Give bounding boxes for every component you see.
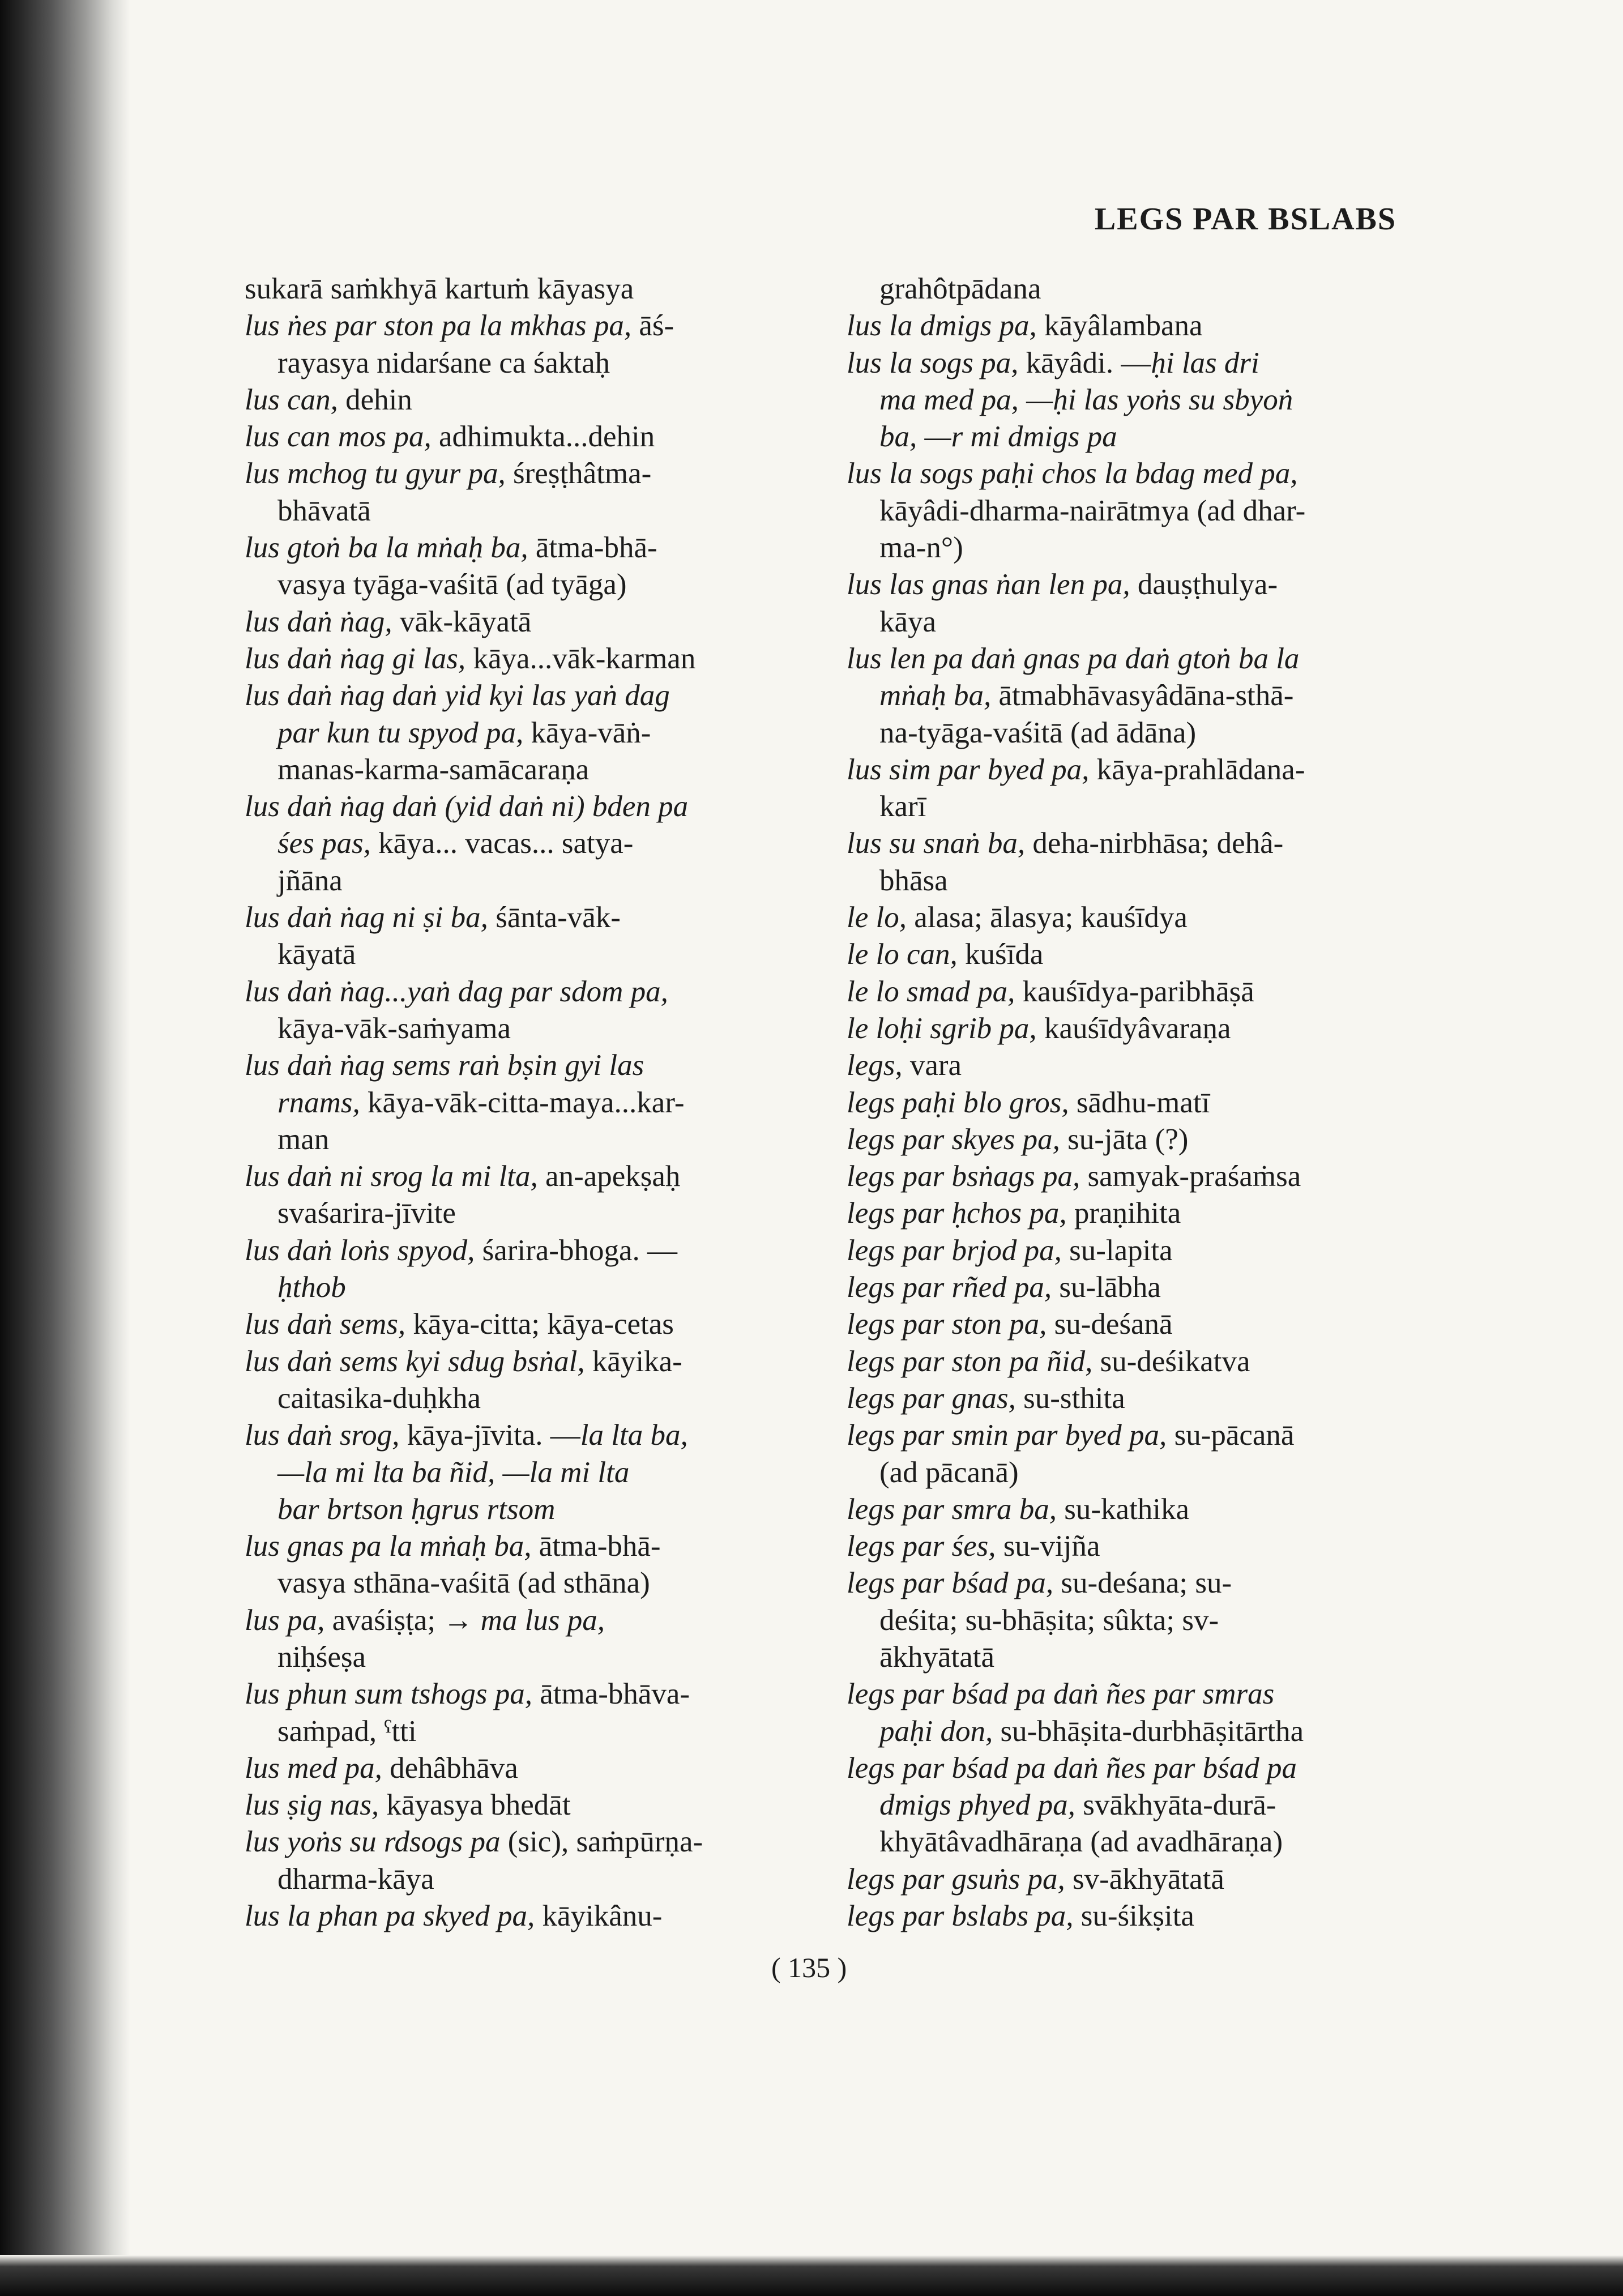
sanskrit-gloss: kāyâdi. — (1018, 346, 1151, 379)
entry-line (245, 936, 794, 973)
entry-line (245, 677, 794, 714)
tibetan-term: legs par śes, (847, 1530, 996, 1563)
tibetan-term: paḥi don, (879, 1714, 993, 1748)
tibetan-term: lus gtoṅ ba la mṅaḥ ba, (245, 531, 528, 565)
tibetan-term: lus su snaṅ ba, (847, 827, 1026, 860)
entry-line (245, 1085, 794, 1121)
entry-line (245, 382, 794, 419)
tibetan-term: lus can, (245, 383, 338, 416)
entry-line (245, 1047, 794, 1084)
entry-line (245, 1232, 794, 1269)
sanskrit-gloss: bhāvatā (277, 494, 371, 527)
entry-line (847, 1306, 1413, 1343)
tibetan-term: legs par bsṅags pa, (847, 1160, 1080, 1193)
dictionary-entry (847, 1047, 1413, 1084)
tibetan-term: lus la sogs pa, (847, 346, 1019, 379)
entry-line (245, 1676, 794, 1713)
entry-line (847, 1085, 1413, 1121)
dictionary-entry (847, 974, 1413, 1010)
sanskrit-gloss: ātma-bhā- (531, 1530, 661, 1563)
entry-line (245, 1195, 794, 1232)
tibetan-term: lus gnas pa la mṅaḥ ba, (245, 1530, 532, 1563)
dictionary-entry (245, 677, 794, 788)
sanskrit-gloss: manas-karma-samācaraṇa (277, 753, 590, 786)
tibetan-term: śes pas, (277, 827, 371, 860)
tibetan-term: legs par bśad pa daṅ ñes par bśad pa (847, 1751, 1297, 1785)
tibetan-term: le lo smad pa, (847, 975, 1015, 1008)
dictionary-entry (847, 1898, 1413, 1935)
dictionary-entry (847, 566, 1413, 641)
sanskrit-gloss: kāyikânu- (535, 1900, 663, 1933)
entry-line (847, 566, 1413, 603)
sanskrit-gloss: su-śikṣita (1073, 1900, 1194, 1933)
right-column (847, 271, 1413, 1935)
dictionary-entry (847, 899, 1413, 936)
entry-line (245, 1417, 794, 1454)
dictionary-entry (245, 455, 794, 530)
tibetan-term: legs par bśad pa daṅ ñes par smras (847, 1678, 1275, 1711)
tibetan-term: dmigs phyed pa, (879, 1789, 1075, 1822)
entry-line (847, 382, 1413, 419)
sanskrit-gloss: vasya sthāna-vaśitā (ad sthāna) (277, 1567, 650, 1600)
sanskrit-gloss: vasya tyāga-vaśitā (ad tyāga) (277, 568, 627, 601)
entry-line (245, 974, 794, 1010)
entry-line (245, 1824, 794, 1860)
dictionary-entry (847, 455, 1413, 566)
entry-line (245, 752, 794, 788)
entry-line (847, 455, 1413, 492)
entry-line (245, 1861, 794, 1898)
dictionary-entry (245, 1232, 794, 1307)
tibetan-term: legs par brjod pa, (847, 1234, 1062, 1267)
tibetan-term: mṅaḥ ba, (879, 679, 992, 712)
tibetan-term: lus daṅ ṅag gi las, (245, 642, 466, 675)
sanskrit-gloss: kāya-citta; kāya-cetas (405, 1308, 674, 1341)
sanskrit-gloss: kāya-prahlādana- (1089, 753, 1305, 786)
entry-line (245, 271, 794, 308)
tibetan-term: legs par gsuṅs pa, (847, 1862, 1065, 1896)
entry-line (847, 530, 1413, 566)
entry-line (245, 1602, 794, 1639)
entry-line (847, 1454, 1413, 1491)
sanskrit-gloss: svaśarira-jīvite (277, 1197, 456, 1230)
entry-line (245, 788, 794, 825)
entry-line (847, 1232, 1413, 1269)
sanskrit-gloss: saṁpad, ˁtti (277, 1714, 417, 1748)
dictionary-entry (245, 271, 794, 308)
entry-line (847, 899, 1413, 936)
dictionary-entry (847, 1861, 1413, 1898)
entry-line (847, 1269, 1413, 1306)
sanskrit-gloss: karī (879, 790, 926, 823)
dictionary-entry (245, 1528, 794, 1602)
tibetan-term: lus la dmigs pa, (847, 309, 1037, 343)
tibetan-term: —la mi lta ba ñid, —la mi lta (277, 1456, 630, 1489)
sanskrit-gloss: kāya-vāṅ- (523, 716, 651, 749)
entry-line (245, 1306, 794, 1343)
sanskrit-gloss: grahôtpādana (879, 272, 1041, 305)
tibetan-term: lus la phan pa skyed pa, (245, 1900, 535, 1933)
tibetan-term: la lta ba, (580, 1419, 688, 1452)
entry-line (245, 1639, 794, 1676)
entry-line (847, 1528, 1413, 1565)
sanskrit-gloss: sv-ākhyātatā (1065, 1862, 1224, 1896)
entry-line (245, 1787, 794, 1824)
sanskrit-gloss: avaśiṣṭa; → (324, 1603, 481, 1637)
tibetan-term: legs par bśad pa, (847, 1567, 1054, 1600)
entry-line (847, 641, 1413, 677)
dictionary-entry (847, 1085, 1413, 1121)
running-head: LEGS PAR BSLABS (1094, 202, 1396, 237)
scan-bottom-edge (0, 2255, 1623, 2296)
entry-line (847, 1602, 1413, 1639)
sanskrit-gloss: ātmabhāvasyâdāna-sthā- (991, 679, 1294, 712)
sanskrit-gloss: praṇihita (1066, 1197, 1181, 1230)
sanskrit-gloss: kāya-vāk-saṁyama (277, 1012, 511, 1045)
entry-line (245, 1269, 794, 1306)
tibetan-term: lus pa, (245, 1603, 325, 1637)
tibetan-term: lus med pa, (245, 1751, 382, 1785)
dictionary-entry (847, 1306, 1413, 1343)
entry-line (847, 752, 1413, 788)
dictionary-entry (847, 1750, 1413, 1861)
sanskrit-gloss: su-sthita (1015, 1381, 1125, 1415)
sanskrit-gloss: kāyâlambana (1036, 309, 1203, 343)
entry-line (847, 1676, 1413, 1713)
book-spine-shadow (0, 0, 130, 2296)
sanskrit-gloss: deśita; su-bhāṣita; sûkta; sv- (879, 1603, 1219, 1637)
entry-line (245, 419, 794, 455)
tibetan-term: legs par ston pa ñid, (847, 1345, 1093, 1378)
tibetan-term: ma med pa, —ḥi las yoṅs su sbyoṅ (879, 383, 1293, 416)
dictionary-entry (847, 1380, 1413, 1417)
tibetan-term: legs paḥi blo gros, (847, 1086, 1069, 1119)
entry-line (245, 493, 794, 530)
dictionary-entry (847, 752, 1413, 826)
sanskrit-gloss: kāyatā (277, 938, 356, 971)
sanskrit-gloss: śānta-vāk- (488, 901, 621, 934)
sanskrit-gloss: (sic), saṁpūrṇa- (500, 1825, 703, 1859)
dictionary-entry (245, 1898, 794, 1935)
entry-line (847, 677, 1413, 714)
entry-line (245, 530, 794, 566)
entry-line (847, 825, 1413, 862)
sanskrit-gloss: ākhyātatā (879, 1640, 995, 1674)
entry-line (245, 1528, 794, 1565)
entry-line (245, 1343, 794, 1380)
tibetan-term: lus sim par byed pa, (847, 753, 1090, 786)
entry-line (847, 788, 1413, 825)
dictionary-entry (245, 1676, 794, 1750)
sanskrit-gloss: su-deśikatva (1092, 1345, 1250, 1378)
sanskrit-gloss: man (277, 1123, 330, 1156)
sanskrit-gloss: samyak-praśaṁsa (1080, 1160, 1301, 1193)
entry-line (847, 1047, 1413, 1084)
entry-line (847, 936, 1413, 973)
entry-line (847, 863, 1413, 899)
left-column (245, 271, 794, 1935)
tibetan-term: le lo can, (847, 938, 958, 971)
dictionary-entry (847, 1010, 1413, 1047)
entry-line (245, 1713, 794, 1750)
tibetan-term: lus daṅ ṅag daṅ yid kyi las yaṅ dag (245, 679, 670, 712)
tibetan-term: lus daṅ ni srog la mi lta, (245, 1160, 538, 1193)
sanskrit-gloss: sukarā saṁkhyā kartuṁ kāyasya (245, 272, 634, 305)
sanskrit-gloss: bhāsa (879, 864, 948, 897)
sanskrit-gloss: kāyâdi-dharma-nairātmya (ad dhar- (879, 494, 1306, 527)
tibetan-term: ma lus pa, (480, 1603, 605, 1637)
tibetan-term: legs par rñed pa, (847, 1271, 1052, 1304)
tibetan-term: lus daṅ srog, (245, 1419, 400, 1452)
tibetan-term: le loḥi sgrib pa, (847, 1012, 1037, 1045)
dictionary-entry (245, 1158, 794, 1232)
dictionary-entry (847, 1343, 1413, 1380)
entry-line (847, 308, 1413, 344)
sanskrit-gloss: kāyika- (584, 1345, 682, 1378)
entry-line (847, 1898, 1413, 1935)
entry-line (245, 641, 794, 677)
entry-line (847, 1639, 1413, 1676)
tibetan-term: lus la sogs paḥi chos la bdag med pa, (847, 457, 1298, 490)
dictionary-entry (847, 1195, 1413, 1232)
tibetan-term: lus phun sum tshogs pa, (245, 1678, 532, 1711)
dictionary-entry (245, 308, 794, 382)
dictionary-entry (245, 419, 794, 455)
dictionary-entry (847, 1676, 1413, 1750)
dictionary-entry (847, 1121, 1413, 1158)
entry-line (847, 1417, 1413, 1454)
tibetan-term: legs par gnas, (847, 1381, 1016, 1415)
sanskrit-gloss: deha-nirbhāsa; dehâ- (1025, 827, 1284, 860)
dictionary-entry (245, 382, 794, 419)
entry-line (847, 419, 1413, 455)
tibetan-term: lus daṅ ṅag, (245, 605, 392, 638)
sanskrit-gloss: kauśīdyâvaraṇa (1036, 1012, 1231, 1045)
entry-line (245, 1491, 794, 1528)
dictionary-entry (245, 788, 794, 899)
dictionary-entry (847, 825, 1413, 899)
sanskrit-gloss: kāyasya bhedāt (379, 1789, 571, 1822)
tibetan-term: bar brtson ḥgrus rtsom (277, 1492, 556, 1526)
sanskrit-gloss: su-pācanā (1167, 1419, 1295, 1452)
sanskrit-gloss: śarira-bhoga. — (475, 1234, 677, 1267)
sanskrit-gloss: sādhu-matī (1069, 1086, 1210, 1119)
sanskrit-gloss: caitasika-duḥkha (277, 1381, 481, 1415)
sanskrit-gloss: ma-n°) (879, 531, 963, 565)
tibetan-term: legs par ston pa, (847, 1308, 1047, 1341)
tibetan-term: lus ṣig nas, (245, 1789, 379, 1822)
sanskrit-gloss: su-deśanā (1047, 1308, 1173, 1341)
tibetan-term: lus ṅes par ston pa la mkhas pa, (245, 309, 632, 343)
dictionary-entry (245, 1417, 794, 1528)
entry-line (245, 899, 794, 936)
entry-line (245, 825, 794, 862)
sanskrit-gloss: su-deśana; su- (1053, 1567, 1232, 1600)
entry-line (847, 271, 1413, 308)
tibetan-term: lus daṅ loṅs spyod, (245, 1234, 475, 1267)
sanskrit-gloss: su-lapita (1061, 1234, 1173, 1267)
sanskrit-gloss: an-apekṣaḥ (537, 1160, 681, 1193)
sanskrit-gloss: kāya (879, 605, 937, 638)
sanskrit-gloss: ātma-bhā- (528, 531, 657, 565)
sanskrit-gloss: niḥśeṣa (277, 1640, 366, 1674)
entry-line (847, 1158, 1413, 1195)
dictionary-entry (847, 1269, 1413, 1306)
tibetan-term: lus len pa daṅ gnas pa daṅ gtoṅ ba la (847, 642, 1300, 675)
sanskrit-gloss: dharma-kāya (277, 1862, 434, 1896)
dictionary-entry (847, 1491, 1413, 1528)
dictionary-entry (245, 1306, 794, 1343)
sanskrit-gloss: alasa; ālasya; kauśīdya (906, 901, 1188, 934)
tibetan-term: lus daṅ sems, (245, 1308, 406, 1341)
sanskrit-gloss: ātma-bhāva- (532, 1678, 690, 1711)
sanskrit-gloss: kāya-vāk-citta-maya...kar- (360, 1086, 685, 1119)
entry-line (245, 566, 794, 603)
entry-line (847, 974, 1413, 1010)
entry-line (847, 1713, 1413, 1750)
sanskrit-gloss: kāya...vāk-karman (465, 642, 696, 675)
entry-line (245, 1380, 794, 1417)
entry-line (245, 1454, 794, 1491)
entry-line (847, 1565, 1413, 1602)
sanskrit-gloss: kuśīda (957, 938, 1044, 971)
sanskrit-gloss: rayasya nidarśane ca śaktaḥ (277, 346, 610, 379)
entry-line (245, 604, 794, 641)
entry-line (245, 345, 794, 382)
tibetan-term: lus daṅ ṅag sems raṅ bṣin gyi las (245, 1049, 644, 1082)
sanskrit-gloss: su-kathika (1057, 1492, 1190, 1526)
tibetan-term: par kun tu spyod pa, (277, 716, 524, 749)
tibetan-term: ḥthob (277, 1271, 346, 1304)
dictionary-entry (847, 1565, 1413, 1676)
entry-line (245, 1010, 794, 1047)
entry-line (847, 1491, 1413, 1528)
entry-line (847, 1010, 1413, 1047)
entry-line (847, 1380, 1413, 1417)
sanskrit-gloss: na-tyāga-vaśitā (ad ādāna) (879, 716, 1197, 749)
entry-line (847, 1750, 1413, 1787)
entry-line (847, 1195, 1413, 1232)
entry-line (847, 715, 1413, 752)
dictionary-entry (847, 1158, 1413, 1195)
tibetan-term: legs par bslabs pa, (847, 1900, 1074, 1933)
page-number: ( 135 ) (771, 1952, 847, 1983)
tibetan-term: lus can mos pa, (245, 420, 432, 454)
sanskrit-gloss: su-vijña (996, 1530, 1100, 1563)
sanskrit-gloss: dehin (338, 383, 412, 416)
dictionary-entry (847, 308, 1413, 344)
entry-line (245, 1565, 794, 1602)
tibetan-term: lus daṅ ṅag ni ṣi ba, (245, 901, 488, 934)
entry-line (245, 1750, 794, 1787)
sanskrit-gloss: jñāna (277, 864, 343, 897)
entry-line (847, 1343, 1413, 1380)
dictionary-entry (847, 936, 1413, 973)
sanskrit-gloss: svākhyāta-durā- (1075, 1789, 1276, 1822)
tibetan-term: legs, (847, 1049, 903, 1082)
sanskrit-gloss: dauṣṭhulya- (1130, 568, 1278, 601)
sanskrit-gloss: su-jāta (?) (1060, 1123, 1189, 1156)
sanskrit-gloss: su-lābha (1052, 1271, 1161, 1304)
tibetan-term: lus yoṅs su rdsogs pa (245, 1825, 501, 1859)
entry-line (245, 308, 794, 344)
sanskrit-gloss: (ad pācanā) (879, 1456, 1019, 1489)
dictionary-entry (245, 1787, 794, 1824)
dictionary-entry (245, 899, 794, 974)
dictionary-entry (847, 641, 1413, 752)
tibetan-term: le lo, (847, 901, 907, 934)
entry-line (847, 604, 1413, 641)
tibetan-term: legs par ḥchos pa, (847, 1197, 1067, 1230)
sanskrit-gloss: śreṣṭhâtma- (505, 457, 652, 490)
tibetan-term: lus mchog tu gyur pa, (245, 457, 506, 490)
dictionary-entry (245, 530, 794, 604)
dictionary-entry (245, 1602, 794, 1676)
tibetan-term: legs par skyes pa, (847, 1123, 1060, 1156)
tibetan-term: lus las gnas ṅan len pa, (847, 568, 1130, 601)
sanskrit-gloss: kāya-jīvita. — (399, 1419, 580, 1452)
entry-line (847, 1824, 1413, 1860)
sanskrit-gloss: vāk-kāyatā (392, 605, 532, 638)
entry-line (245, 715, 794, 752)
entry-line (847, 493, 1413, 530)
entry-line (847, 345, 1413, 382)
tibetan-term: lus daṅ ṅag daṅ (yid daṅ ni) bden pa (245, 790, 689, 823)
tibetan-term: legs par smin par byed pa, (847, 1419, 1167, 1452)
sanskrit-gloss: adhimukta...dehin (431, 420, 655, 454)
entry-line (847, 1121, 1413, 1158)
dictionary-entry (847, 1528, 1413, 1565)
tibetan-term: ba, —r mi dmigs pa (879, 420, 1117, 454)
dictionary-entry (245, 1343, 794, 1418)
tibetan-term: lus daṅ ṅag...yaṅ dag par sdom pa, (245, 975, 668, 1008)
entry-line (847, 1861, 1413, 1898)
dictionary-entry (245, 974, 794, 1048)
entry-line (245, 1898, 794, 1935)
sanskrit-gloss: dehâbhāva (382, 1751, 518, 1785)
entry-line (245, 1121, 794, 1158)
tibetan-term: rnams, (277, 1086, 360, 1119)
sanskrit-gloss: vara (902, 1049, 962, 1082)
entry-line (245, 863, 794, 899)
entry-line (245, 1158, 794, 1195)
dictionary-entry (847, 345, 1413, 456)
sanskrit-gloss: khyātâvadhāraṇa (ad avadhāraṇa) (879, 1825, 1283, 1859)
sanskrit-gloss: kauśīdya-paribhāṣā (1015, 975, 1254, 1008)
dictionary-entry (847, 271, 1413, 308)
entry-line (245, 455, 794, 492)
tibetan-term: ḥi las dri (1151, 346, 1259, 379)
dictionary-entry (245, 1750, 794, 1787)
dictionary-entry (245, 604, 794, 641)
dictionary-entry (245, 641, 794, 677)
sanskrit-gloss: āś- (631, 309, 674, 343)
dictionary-entry (847, 1417, 1413, 1491)
tibetan-term: lus daṅ sems kyi sdug bsṅal, (245, 1345, 585, 1378)
sanskrit-gloss: kāya... vacas... satya- (370, 827, 634, 860)
tibetan-term: legs par smra ba, (847, 1492, 1057, 1526)
entry-line (847, 1787, 1413, 1824)
dictionary-entry (847, 1232, 1413, 1269)
sanskrit-gloss: su-bhāṣita-durbhāṣitārtha (993, 1714, 1304, 1748)
dictionary-entry (245, 1047, 794, 1158)
dictionary-entry (245, 1824, 794, 1898)
